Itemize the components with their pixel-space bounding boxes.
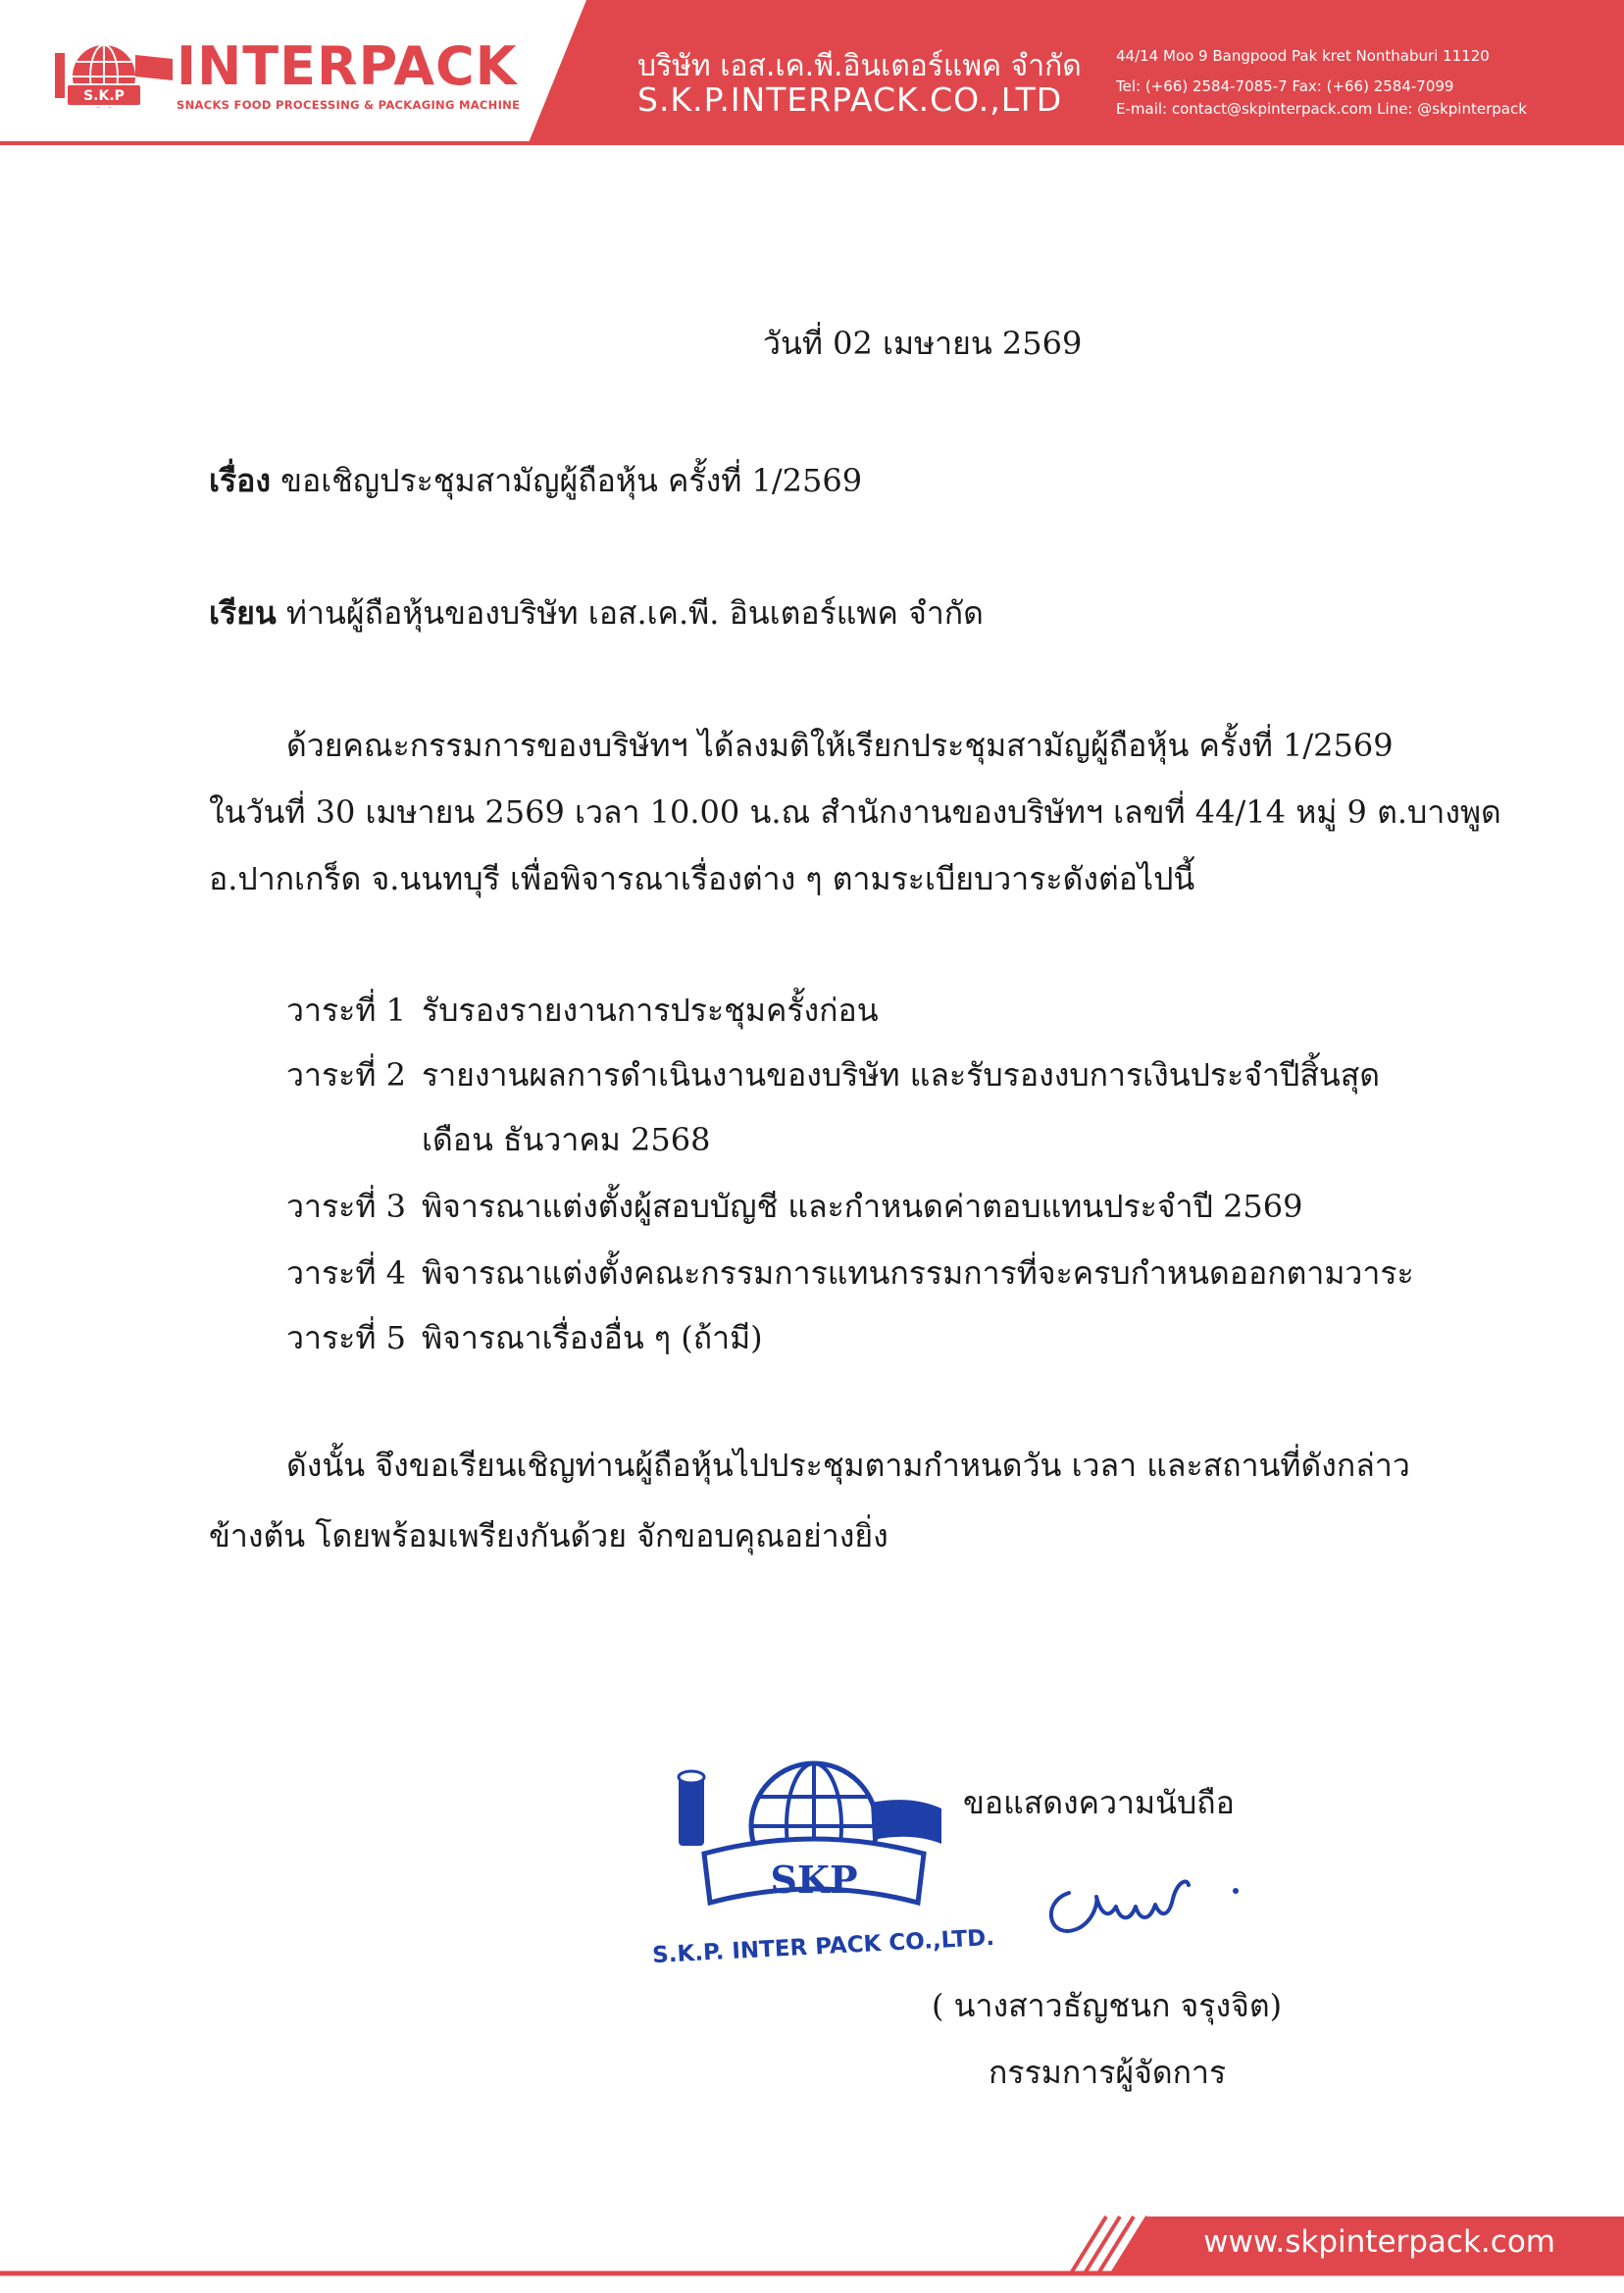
agenda-text: พิจารณาเรื่องอื่น ๆ (ถ้ามี) <box>422 1319 763 1356</box>
agenda-text: รายงานผลการดำเนินงานของบริษัท และรับรองงบการเงินประจำปีสิ้นสุด <box>422 1056 1381 1094</box>
company-address: 44/14 Moo 9 Bangpood Pak kret Nonthaburi 11120 <box>1116 47 1490 65</box>
letter-date: วันที่ 02 เมษายน 2569 <box>763 325 1083 362</box>
closing-paragraph-line: ดังนั้น จึงขอเรียนเชิญท่านผู้ถือหุ้นไปประชุมตามกำหนดวัน เวลา และสถานที่ดังกล่าว <box>286 1447 1410 1484</box>
logo-badge: S.K.P <box>83 88 125 104</box>
subject-line <box>209 461 862 500</box>
body-paragraph-line: ในวันที่ 30 เมษายน 2569 เวลา 10.00 น.ณ สำนักงานของบริษัทฯ เลขที่ 44/14 หมู่ 9 ต.บางพูด <box>209 793 1501 831</box>
recipient-line <box>209 593 984 633</box>
company-email-line: E-mail: contact@skpinterpack.com Line: @skpinterpack <box>1116 100 1527 118</box>
agenda-text: พิจารณาแต่งตั้งผู้สอบบัญชี และกำหนดค่าตอบแทนประจำปี 2569 <box>422 1188 1303 1225</box>
company-name-english: S.K.P.INTERPACK.CO.,LTD <box>637 80 1063 119</box>
agenda-label: วาระที่ 4 <box>286 1254 406 1292</box>
body-paragraph-line: อ.ปากเกร็ด จ.นนทบุรี เพื่อพิจารณาเรื่องต่าง ๆ ตามระเบียบวาระดังต่อไปนี้ <box>209 860 1195 897</box>
agenda-label: วาระที่ 3 <box>286 1188 406 1225</box>
closing-paragraph-line: ข้างต้น โดยพร้อมเพรียงกันด้วย จักขอบคุณอย่างยิ่ง <box>209 1517 888 1554</box>
agenda-label: วาระที่ 2 <box>286 1056 406 1094</box>
agenda-text-continued: เดือน ธันวาคม 2568 <box>422 1121 711 1158</box>
agenda-label: วาระที่ 5 <box>286 1319 406 1356</box>
agenda-text: รับรองรายงานการประชุมครั้งก่อน <box>422 992 879 1029</box>
handwritten-signature <box>1040 1863 1265 1952</box>
agenda-text: พิจารณาแต่งตั้งคณะกรรมการแทนกรรมการที่จะครบกำหนดออกตามวาระ <box>422 1254 1414 1292</box>
recipient-label: เรียน <box>209 594 277 632</box>
seal-badge: SKP <box>770 1858 858 1902</box>
company-name-thai: บริษัท เอส.เค.พี.อินเตอร์แพค จำกัด <box>637 49 1082 83</box>
logo-tagline: SNACKS FOOD PROCESSING & PACKAGING MACHINE <box>177 98 521 112</box>
seal-company-name: S.K.P. INTER PACK CO.,LTD. <box>651 1924 995 1969</box>
company-phone-fax: Tel: (+66) 2584-7085-7 Fax: (+66) 2584-7099 <box>1116 77 1454 95</box>
body-paragraph-line: ด้วยคณะกรรมการของบริษัทฯ ได้ลงมติให้เรียกประชุมสามัญผู้ถือหุ้น ครั้งที่ 1/2569 <box>286 727 1394 764</box>
letterhead <box>0 0 1624 147</box>
recipient-text: ท่านผู้ถือหุ้นของบริษัท เอส.เค.พี. อินเตอร์แพค จำกัด <box>285 594 984 632</box>
subject-text: ขอเชิญประชุมสามัญผู้ถือหุ้น ครั้งที่ 1/2569 <box>280 462 863 499</box>
company-seal <box>628 1746 1020 2001</box>
globe-logo-icon <box>49 37 177 116</box>
closing-salutation: ขอแสดงความนับถือ <box>963 1784 1235 1821</box>
logo-brand: INTERPACK <box>177 35 518 97</box>
website-url: www.skpinterpack.com <box>1203 2224 1555 2260</box>
signer-title: กรรมการผู้จัดการ <box>989 2054 1227 2091</box>
agenda-label: วาระที่ 1 <box>286 992 406 1029</box>
subject-label: เรื่อง <box>209 462 271 499</box>
signer-name: ( นางสาวธัญชนก จรุงจิต) <box>932 1987 1283 2024</box>
